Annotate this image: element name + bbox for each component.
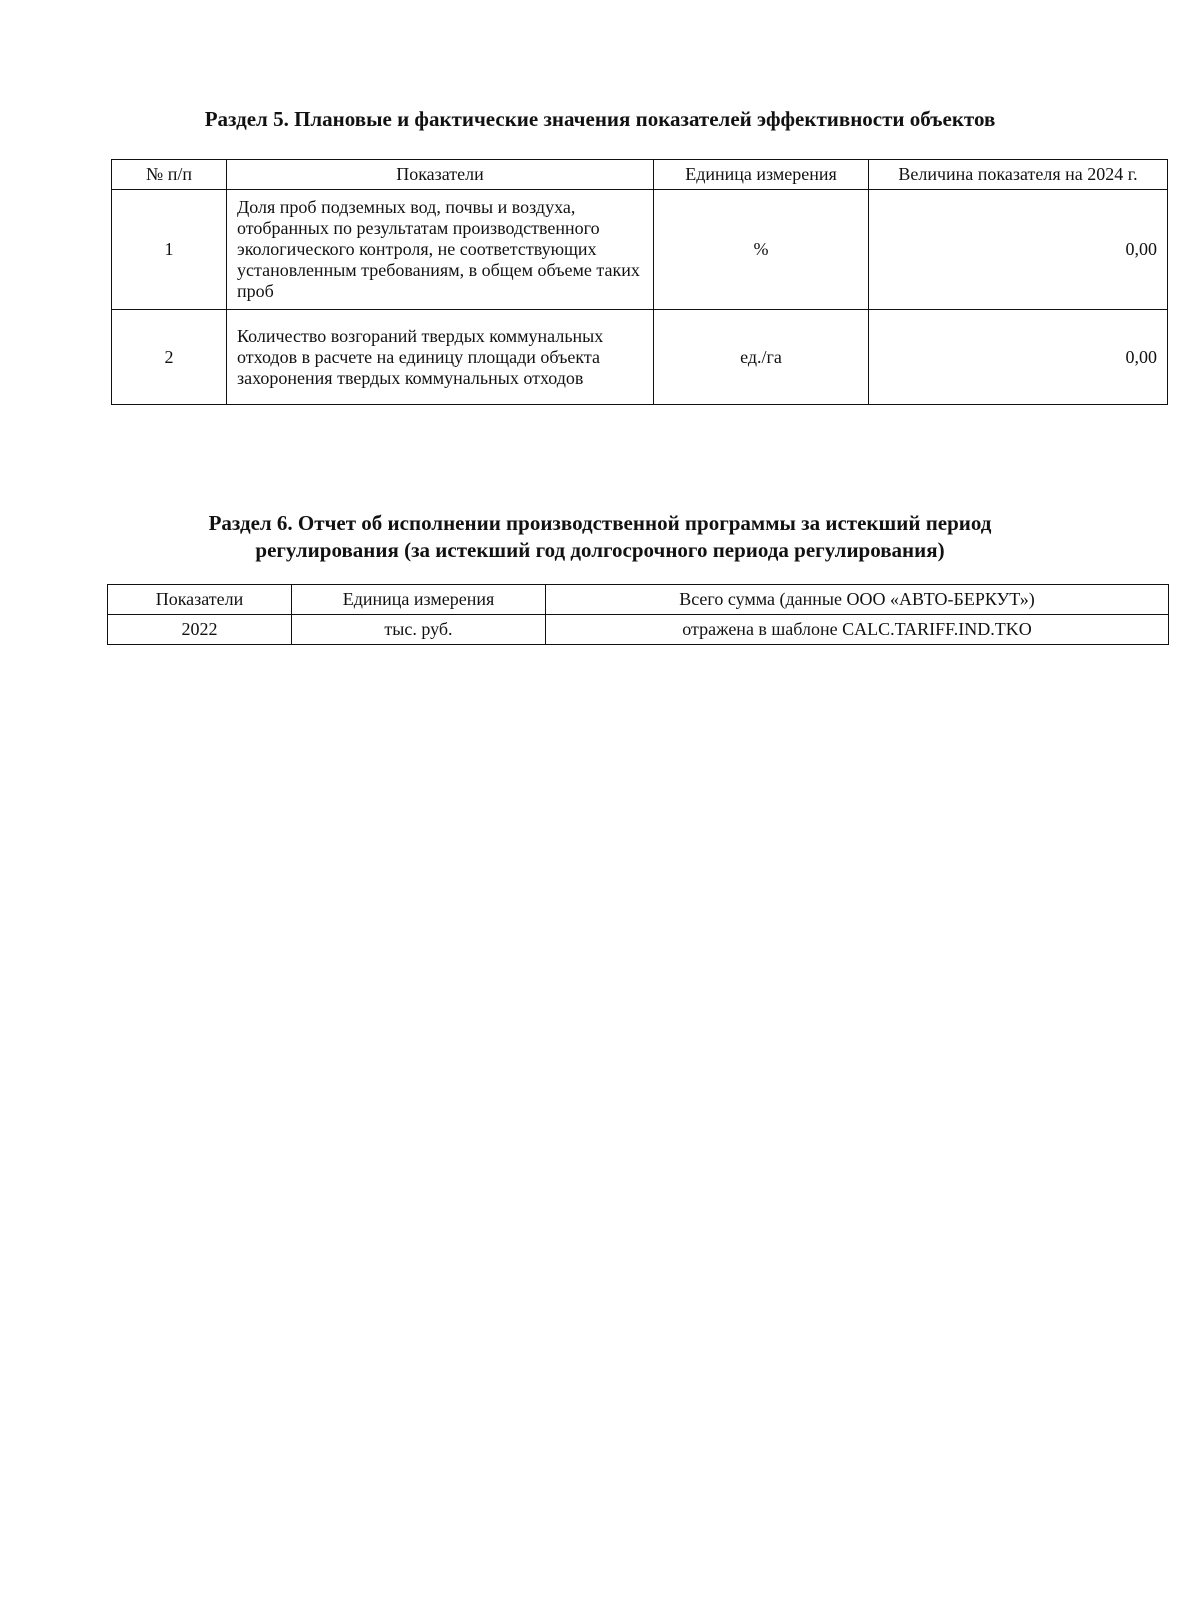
- row-number: 1: [112, 190, 227, 310]
- section-6-title: [100, 510, 1100, 564]
- row-indicator: 2022: [108, 615, 292, 645]
- section-6-table: [107, 584, 1169, 645]
- row-unit: ед./га: [654, 310, 869, 405]
- table-header-row: [112, 160, 1168, 190]
- table-row: [112, 310, 1168, 405]
- row-value: 0,00: [869, 310, 1168, 405]
- header-total: Всего сумма (данные ООО «АВТО-БЕРКУТ»): [546, 585, 1169, 615]
- header-number: № п/п: [112, 160, 227, 190]
- section-6-title-line-1: Раздел 6. Отчет об исполнении производственной программы за истекший период: [208, 511, 992, 535]
- table-row: [108, 615, 1169, 645]
- table-row: [112, 190, 1168, 310]
- section-6-title-line-2: регулирования (за истекший год долгосрочного периода регулирования): [255, 538, 945, 562]
- row-unit: тыс. руб.: [292, 615, 546, 645]
- header-unit: Единица измерения: [654, 160, 869, 190]
- header-value: Величина показателя на 2024 г.: [869, 160, 1168, 190]
- row-unit: %: [654, 190, 869, 310]
- header-indicator: Показатели: [108, 585, 292, 615]
- row-value: 0,00: [869, 190, 1168, 310]
- header-indicator: Показатели: [227, 160, 654, 190]
- row-indicator: Количество возгораний твердых коммунальных отходов в расчете на единицу площади объекта захоронения твердых коммунальных отходов: [227, 310, 654, 405]
- row-total: отражена в шаблоне CALC.TARIFF.IND.TKO: [546, 615, 1169, 645]
- row-indicator: Доля проб подземных вод, почвы и воздуха, отобранных по результатам производственного экологического контроля, не соответствующих установленным требованиям, в общем объеме таких проб: [227, 190, 654, 310]
- row-number: 2: [112, 310, 227, 405]
- section-5-table: [111, 159, 1168, 405]
- table-header-row: [108, 585, 1169, 615]
- header-unit: Единица измерения: [292, 585, 546, 615]
- section-5-title: Раздел 5. Плановые и фактические значения показателей эффективности объектов: [204, 107, 996, 131]
